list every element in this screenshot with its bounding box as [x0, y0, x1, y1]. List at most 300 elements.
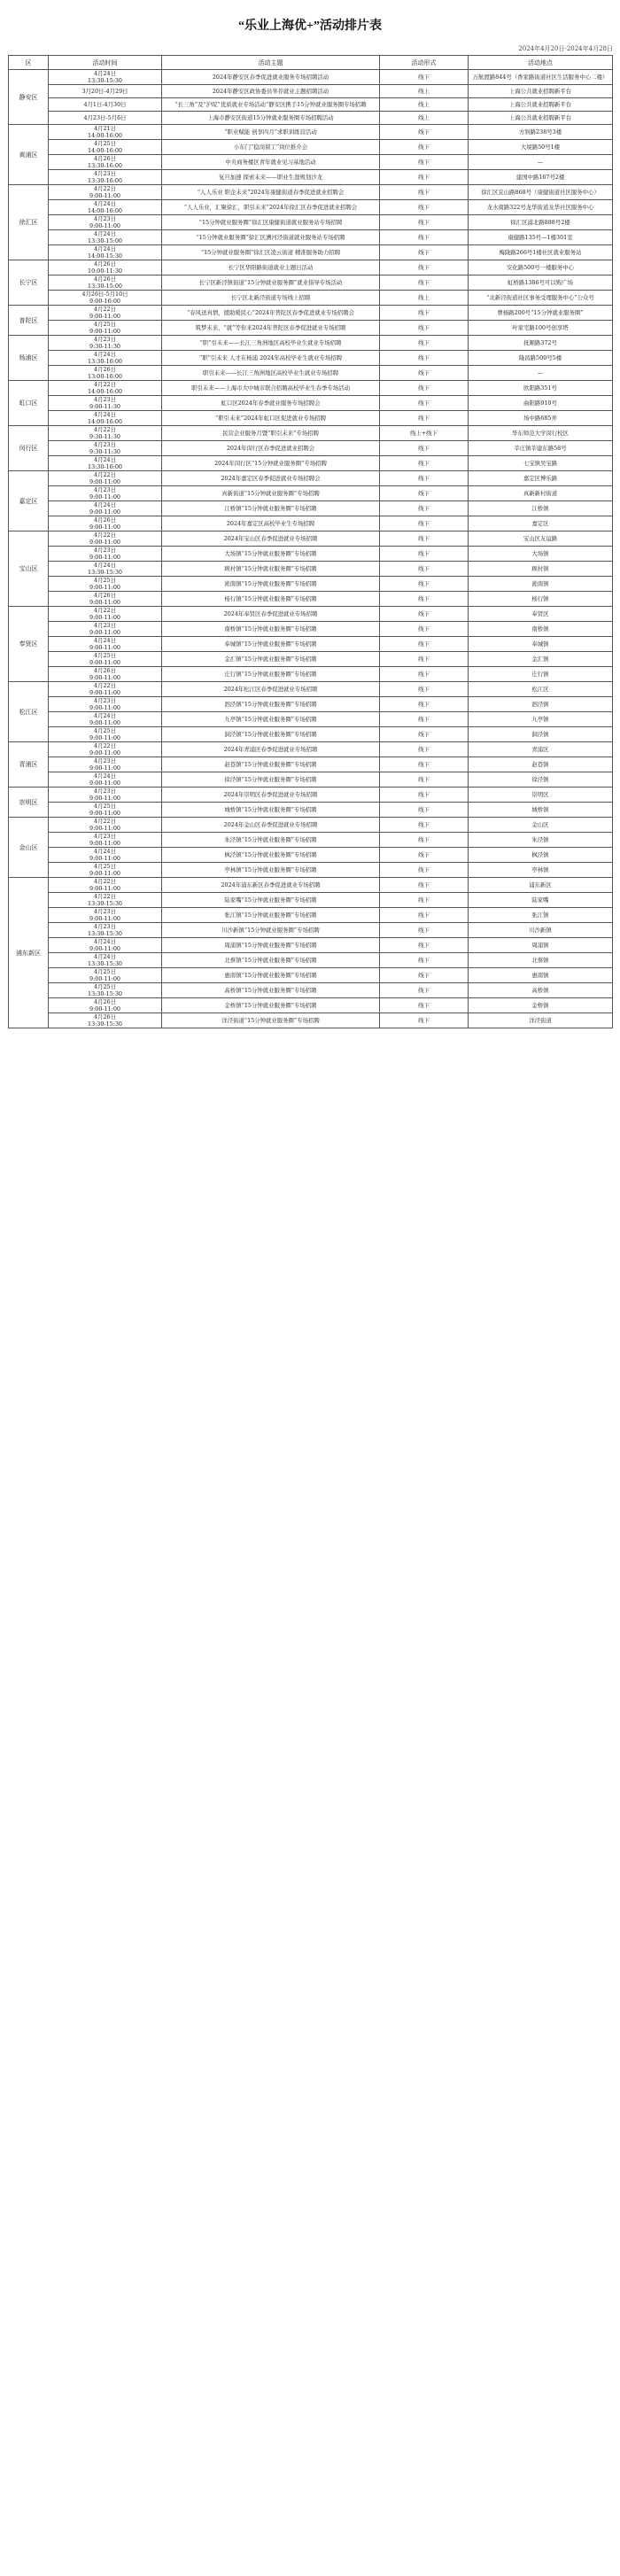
format-cell: 线下	[380, 125, 469, 140]
location-cell: 川沙新镇	[469, 923, 613, 938]
time-cell: 4月26日 13:30-15:30	[49, 1013, 162, 1028]
table-row	[9, 321, 613, 336]
district-cell: 金山区	[9, 818, 49, 878]
format-cell: 线下	[380, 652, 469, 667]
location-cell: 松江区	[469, 682, 613, 697]
table-row	[9, 155, 613, 170]
time-cell: 4月22日 9:00-11:00	[49, 531, 162, 547]
location-cell: 顾村镇	[469, 562, 613, 577]
table-row	[9, 757, 613, 772]
location-cell: 周浦镇	[469, 938, 613, 953]
format-cell: 线下	[380, 456, 469, 471]
format-cell: 线下	[380, 803, 469, 818]
table-row	[9, 863, 613, 878]
format-cell: 线上	[380, 291, 469, 306]
format-cell: 线下	[380, 983, 469, 998]
theme-cell: 2024年闵行区“15分钟就业服务圈”专场招聘	[162, 456, 380, 471]
location-cell: 洋泾街道	[469, 1013, 613, 1028]
location-cell: 场中路685弄	[469, 411, 613, 426]
table-row	[9, 697, 613, 712]
theme-cell: 泗泾镇“15分钟就业服务圈”专场招聘	[162, 697, 380, 712]
district-cell: 虹口区	[9, 381, 49, 426]
format-cell: 线下	[380, 682, 469, 697]
theme-cell: 复旦加速 探索未来——职业生涯规划沙龙	[162, 170, 380, 185]
table-row	[9, 85, 613, 98]
format-cell: 线下	[380, 486, 469, 501]
format-cell: 线下	[380, 396, 469, 411]
format-cell: 线下	[380, 411, 469, 426]
time-cell: 4月24日 13:30-15:30	[49, 953, 162, 968]
table-row	[9, 667, 613, 682]
format-cell: 线下	[380, 260, 469, 275]
theme-cell: 2024年松江区春季促进就业专场招聘	[162, 682, 380, 697]
location-cell: 泗泾镇	[469, 697, 613, 712]
format-cell: 线下	[380, 185, 469, 200]
table-row	[9, 953, 613, 968]
location-cell: 奉贤区	[469, 607, 613, 622]
time-cell: 4月25日 14:00-16:00	[49, 140, 162, 155]
table-row	[9, 125, 613, 140]
table-row	[9, 727, 613, 742]
theme-cell: 赵巷镇“15分钟就业服务圈”专场招聘	[162, 757, 380, 772]
district-cell: 普陀区	[9, 306, 49, 336]
time-cell: 4月22日 9:30-11:30	[49, 426, 162, 441]
format-cell: 线下	[380, 230, 469, 245]
time-cell: 4月23日 9:00-11:00	[49, 215, 162, 230]
table-row	[9, 170, 613, 185]
theme-cell: “职业赋能 创享四月”求职训练营活动	[162, 125, 380, 140]
format-cell: 线上+线下	[380, 426, 469, 441]
table-row	[9, 848, 613, 863]
column-header: 活动时间	[49, 56, 162, 70]
time-cell: 4月22日 14:00-16:00	[49, 381, 162, 396]
table-row	[9, 112, 613, 125]
table-row	[9, 140, 613, 155]
time-cell: 4月24日 9:00-11:00	[49, 637, 162, 652]
table-row	[9, 351, 613, 366]
column-header: 活动主题	[162, 56, 380, 70]
time-cell: 4月26日 13:30-15:00	[49, 275, 162, 291]
district-cell: 奉贤区	[9, 607, 49, 682]
format-cell: 线下	[380, 215, 469, 230]
time-cell: 4月22日 9:00-11:00	[49, 185, 162, 200]
time-cell: 4月25日 9:00-11:00	[49, 652, 162, 667]
page-title: “乐业上海优+”活动排片表	[238, 19, 382, 33]
time-cell: 4月25日 13:30-15:30	[49, 983, 162, 998]
theme-cell: 长宁区华阳路街道就业主题日活动	[162, 260, 380, 275]
table-row	[9, 441, 613, 456]
format-cell: 线下	[380, 697, 469, 712]
location-cell: 大境路50号1楼	[469, 140, 613, 155]
theme-cell: 惠南镇“15分钟就业服务圈”专场招聘	[162, 968, 380, 983]
table-row	[9, 968, 613, 983]
format-cell: 线下	[380, 275, 469, 291]
table-row	[9, 245, 613, 260]
district-cell: 闵行区	[9, 426, 49, 471]
format-cell: 线下	[380, 968, 469, 983]
format-cell: 线下	[380, 953, 469, 968]
district-cell: 静安区	[9, 70, 49, 125]
location-cell: —	[469, 366, 613, 381]
location-cell: 方斜路238号3楼	[469, 125, 613, 140]
table-row	[9, 260, 613, 275]
location-cell: 金汇镇	[469, 652, 613, 667]
district-cell: 长宁区	[9, 260, 49, 306]
format-cell: 线下	[380, 863, 469, 878]
time-cell: 4月26日 13:00-16:00	[49, 366, 162, 381]
location-cell: 嘉定区	[469, 516, 613, 531]
table-row	[9, 908, 613, 923]
district-cell: 浦东新区	[9, 878, 49, 1028]
theme-cell: 2024年宝山区春季促进就业专场招聘	[162, 531, 380, 547]
format-cell: 线下	[380, 848, 469, 863]
format-cell: 线下	[380, 321, 469, 336]
time-cell: 4月24日 13:30-15:30	[49, 70, 162, 85]
location-cell: 华东师范大学闵行校区	[469, 426, 613, 441]
time-cell: 4月25日 9:00-11:00	[49, 803, 162, 818]
table-row	[9, 275, 613, 291]
location-cell: 宝山区友谊路	[469, 531, 613, 547]
theme-cell: 亭林镇“15分钟就业服务圈”专场招聘	[162, 863, 380, 878]
theme-cell: 南桥镇“15分钟就业服务圈”专场招聘	[162, 622, 380, 637]
time-cell: 4月22日 9:00-11:00	[49, 818, 162, 833]
format-cell: 线下	[380, 336, 469, 351]
format-cell: 线下	[380, 833, 469, 848]
table-row	[9, 501, 613, 516]
theme-cell: 奉城镇“15分钟就业服务圈”专场招聘	[162, 637, 380, 652]
location-cell: 惠南镇	[469, 968, 613, 983]
format-cell: 线下	[380, 1013, 469, 1028]
table-row	[9, 983, 613, 998]
time-cell: 4月23日 9:30-11:30	[49, 336, 162, 351]
table-row	[9, 592, 613, 607]
location-cell: 金桥镇	[469, 998, 613, 1013]
time-cell: 4月22日 9:00-11:00	[49, 306, 162, 321]
location-cell: 抚顺路372号	[469, 336, 613, 351]
time-cell: 4月24日 13:30-15:30	[49, 562, 162, 577]
theme-cell: 职引未来——上海市大中城市联合招聘高校毕业生春季专场活动	[162, 381, 380, 396]
format-cell: 线下	[380, 908, 469, 923]
time-cell: 4月26日 13:30-16:00	[49, 155, 162, 170]
table-row	[9, 185, 613, 200]
format-cell: 线下	[380, 592, 469, 607]
location-cell: 徐汇区宜山路868号（康健街道社区服务中心）	[469, 185, 613, 200]
format-cell: 线上	[380, 85, 469, 98]
time-cell: 4月25日 9:00-11:00	[49, 727, 162, 742]
time-cell: 4月22日 9:00-11:00	[49, 471, 162, 486]
theme-cell: 金桥镇“15分钟就业服务圈”专场招聘	[162, 998, 380, 1013]
theme-cell: 2024年金山区春季促进就业专场招聘	[162, 818, 380, 833]
format-cell: 线下	[380, 140, 469, 155]
time-cell: 4月25日 9:00-11:00	[49, 321, 162, 336]
district-cell: 黄浦区	[9, 125, 49, 185]
time-cell: 4月22日 9:00-11:00	[49, 878, 162, 893]
table-body	[9, 70, 613, 1028]
time-cell: 4月23日 9:00-11:00	[49, 622, 162, 637]
location-cell: 陆家嘴	[469, 893, 613, 908]
theme-cell: 筑梦未来，“就”等你来2024年普陀区春季促进就业专场招聘	[162, 321, 380, 336]
time-cell: 4月21日 14:00-16:00	[49, 125, 162, 140]
location-cell: 真新新村街道	[469, 486, 613, 501]
district-cell: 宝山区	[9, 531, 49, 607]
schedule-table	[8, 55, 613, 1028]
location-cell: 杨行镇	[469, 592, 613, 607]
table-row	[9, 803, 613, 818]
theme-cell: 淞南镇“15分钟就业服务圈”专场招聘	[162, 577, 380, 592]
theme-cell: 虹口区2024年春季就业服务专场招聘会	[162, 396, 380, 411]
location-cell: 梅陇路266号1楼社区就业服务站	[469, 245, 613, 260]
format-cell: 线下	[380, 607, 469, 622]
date-range: 2024年4月20日-2024年4月28日	[518, 45, 613, 52]
table-row	[9, 652, 613, 667]
format-cell: 线下	[380, 667, 469, 682]
format-cell: 线下	[380, 712, 469, 727]
theme-cell: 高桥镇“15分钟就业服务圈”专场招聘	[162, 983, 380, 998]
time-cell: 4月23日 9:00-11:00	[49, 547, 162, 562]
time-cell: 4月25日 9:00-11:00	[49, 577, 162, 592]
theme-cell: “15分钟就业服务圈”徐汇区康健街道就业服务站专场招聘	[162, 215, 380, 230]
format-cell: 线下	[380, 471, 469, 486]
time-cell: 4月23日 9:00-11:00	[49, 697, 162, 712]
theme-cell: 2024年青浦区春季促进就业专场招聘	[162, 742, 380, 757]
time-cell: 4月23日 9:00-11:00	[49, 486, 162, 501]
time-cell: 4月23日 9:00-11:00	[49, 833, 162, 848]
format-cell: 线下	[380, 637, 469, 652]
theme-cell: 长宁区新泾镇街道“15分钟就业服务圈”就业指导专场活动	[162, 275, 380, 291]
location-cell: 南桥镇	[469, 622, 613, 637]
format-cell: 线下	[380, 788, 469, 803]
table-row	[9, 531, 613, 547]
table-row	[9, 486, 613, 501]
format-cell: 线下	[380, 155, 469, 170]
location-cell: 崇明区	[469, 788, 613, 803]
district-cell: 青浦区	[9, 742, 49, 788]
format-cell: 线下	[380, 547, 469, 562]
theme-cell: “15分钟就业服务圈”徐汇区凌云街道 精准服务助力招聘	[162, 245, 380, 260]
time-cell: 4月23日 9:00-11:00	[49, 757, 162, 772]
location-cell: 建国中路167号2楼	[469, 170, 613, 185]
theme-cell: “春风送真情，援助暖民心”2024年普陀区春季促进就业专场招聘会	[162, 306, 380, 321]
location-cell: 张江镇	[469, 908, 613, 923]
time-cell: 4月24日 14:00-16:00	[49, 200, 162, 215]
time-cell: 4月24日 9:00-11:00	[49, 848, 162, 863]
table-row	[9, 607, 613, 622]
table-row	[9, 923, 613, 938]
theme-cell: “长三角”及“沪皖”优质就业专场活动“静安区携手15分钟就业服务圈专场招聘	[162, 98, 380, 112]
time-cell: 4月25日 9:00-11:00	[49, 968, 162, 983]
format-cell: 线下	[380, 170, 469, 185]
location-cell: 徐泾镇	[469, 772, 613, 788]
time-cell: 4月23日-5月6日	[49, 112, 162, 125]
time-cell: 4月24日 9:00-11:00	[49, 712, 162, 727]
location-cell: 城桥镇	[469, 803, 613, 818]
table-row	[9, 336, 613, 351]
theme-cell: 真新街道“15分钟就业服务圈”专场招聘	[162, 486, 380, 501]
table-row	[9, 98, 613, 112]
location-cell: 庄行镇	[469, 667, 613, 682]
time-cell: 4月26日 9:00-11:00	[49, 516, 162, 531]
theme-cell: 2024年浦东新区春季促进就业专场招聘	[162, 878, 380, 893]
theme-cell: “职”引未来 人才在杨浦 2024年高校毕业生就业专场招聘	[162, 351, 380, 366]
format-cell: 线下	[380, 923, 469, 938]
format-cell: 线下	[380, 772, 469, 788]
time-cell: 4月26日 9:00-11:00	[49, 998, 162, 1013]
location-cell: 七宝镇吴宝路	[469, 456, 613, 471]
theme-cell: 九亭镇“15分钟就业服务圈”专场招聘	[162, 712, 380, 727]
table-row	[9, 381, 613, 396]
table-row	[9, 577, 613, 592]
theme-cell: “职引未来”2024年虹口区促进就业专场招聘	[162, 411, 380, 426]
theme-cell: 2024年嘉定区高校毕业生专场招聘	[162, 516, 380, 531]
time-cell: 4月24日 9:00-11:00	[49, 938, 162, 953]
location-cell: —	[469, 155, 613, 170]
district-cell: 杨浦区	[9, 336, 49, 381]
format-cell: 线下	[380, 562, 469, 577]
table-row	[9, 411, 613, 426]
table-row	[9, 833, 613, 848]
table-row	[9, 471, 613, 486]
theme-cell: 大场镇“15分钟就业服务圈”专场招聘	[162, 547, 380, 562]
time-cell: 4月26日 9:00-11:00	[49, 592, 162, 607]
time-cell: 4月25日 9:00-11:00	[49, 863, 162, 878]
table-row	[9, 547, 613, 562]
location-cell: 亭林镇	[469, 863, 613, 878]
theme-cell: 川沙新镇“15分钟就业服务圈”专场招聘	[162, 923, 380, 938]
district-cell: 徐汇区	[9, 185, 49, 260]
format-cell: 线下	[380, 893, 469, 908]
theme-cell: 金汇镇“15分钟就业服务圈”专场招聘	[162, 652, 380, 667]
location-cell: 高桥镇	[469, 983, 613, 998]
location-cell: 叶家宅路100号创享塔	[469, 321, 613, 336]
location-cell: 安化路500号一楼服务中心	[469, 260, 613, 275]
time-cell: 4月24日 13:30-15:00	[49, 230, 162, 245]
theme-cell: 朱泾镇“15分钟就业服务圈”专场招聘	[162, 833, 380, 848]
time-cell: 4月22日 9:00-11:00	[49, 607, 162, 622]
time-cell: 4月24日 14:00-16:00	[49, 411, 162, 426]
time-cell: 4月24日 13:30-16:00	[49, 351, 162, 366]
theme-cell: 小东门“稳岗留工”岗位推介会	[162, 140, 380, 155]
theme-cell: 职引未来——长江三角洲地区高校毕业生就业专场招聘	[162, 366, 380, 381]
time-cell: 4月26日 9:00-11:00	[49, 667, 162, 682]
format-cell: 线下	[380, 938, 469, 953]
table-row	[9, 562, 613, 577]
format-cell: 线下	[380, 727, 469, 742]
format-cell: 线下	[380, 441, 469, 456]
table-row	[9, 998, 613, 1013]
theme-cell: 2024年闵行区春季促进就业招聘会	[162, 441, 380, 456]
location-cell: 大场镇	[469, 547, 613, 562]
column-header: 区	[9, 56, 49, 70]
table-row	[9, 772, 613, 788]
theme-cell: 顾村镇“15分钟就业服务圈”专场招聘	[162, 562, 380, 577]
location-cell: 嘉定区博乐路	[469, 471, 613, 486]
format-cell: 线下	[380, 200, 469, 215]
location-cell: 江桥镇	[469, 501, 613, 516]
table-row	[9, 396, 613, 411]
table-row	[9, 893, 613, 908]
format-cell: 线下	[380, 998, 469, 1013]
time-cell: 3月20日-4月29日	[49, 85, 162, 98]
theme-cell: 中央商务楼区青年就业见习基地活动	[162, 155, 380, 170]
time-cell: 4月24日 14:00-15:30	[49, 245, 162, 260]
table-row	[9, 818, 613, 833]
table-header-row	[9, 56, 613, 70]
theme-cell: 庄行镇“15分钟就业服务圈”专场招聘	[162, 667, 380, 682]
format-cell: 线下	[380, 531, 469, 547]
theme-cell: “职”引未来——长江三角洲地区高校毕业生就业专场招聘	[162, 336, 380, 351]
table-row	[9, 938, 613, 953]
theme-cell: 城桥镇“15分钟就业服务圈”专场招聘	[162, 803, 380, 818]
theme-cell: 杨行镇“15分钟就业服务圈”专场招聘	[162, 592, 380, 607]
location-cell: 虹桥路1386号可以购广场	[469, 275, 613, 291]
format-cell: 线下	[380, 245, 469, 260]
format-cell: 线下	[380, 70, 469, 85]
format-cell: 线下	[380, 878, 469, 893]
location-cell: 洞泾镇	[469, 727, 613, 742]
format-cell: 线下	[380, 818, 469, 833]
theme-cell: 上海市静安区街道15分钟就业服务圈专场招聘活动	[162, 112, 380, 125]
location-cell: 奉城镇	[469, 637, 613, 652]
table-row	[9, 366, 613, 381]
theme-cell: “15分钟就业服务圈”徐汇区漕河泾街道就业服务站专场招聘	[162, 230, 380, 245]
location-cell: 康健路135号—1楼301室	[469, 230, 613, 245]
theme-cell: 2024年奉贤区春季促进就业专场招聘	[162, 607, 380, 622]
time-cell: 4月23日 13:30-15:30	[49, 923, 162, 938]
format-cell: 线下	[380, 622, 469, 637]
district-cell: 嘉定区	[9, 471, 49, 531]
time-cell: 4月22日 9:00-11:00	[49, 742, 162, 757]
time-cell: 4月23日 9:00-11:00	[49, 788, 162, 803]
table-row	[9, 70, 613, 85]
location-cell: 龙水南路322号龙华街道龙华社区服务中心	[469, 200, 613, 215]
theme-cell: 长宁区北新泾街道专场线上招聘	[162, 291, 380, 306]
location-cell: 上海公共就业招聘新平台	[469, 85, 613, 98]
time-cell: 4月22日 9:00-11:00	[49, 682, 162, 697]
district-cell: 松江区	[9, 682, 49, 742]
location-cell: 浦东新区	[469, 878, 613, 893]
location-cell: 金山区	[469, 818, 613, 833]
location-cell: 北蔡镇	[469, 953, 613, 968]
column-header: 活动形式	[380, 56, 469, 70]
location-cell: 隆昌路500号5楼	[469, 351, 613, 366]
format-cell: 线上	[380, 112, 469, 125]
time-cell: 4月24日 13:30-16:00	[49, 456, 162, 471]
table-row	[9, 426, 613, 441]
theme-cell: 洞泾镇“15分钟就业服务圈”专场招聘	[162, 727, 380, 742]
column-header: 活动地点	[469, 56, 613, 70]
format-cell: 线下	[380, 577, 469, 592]
location-cell: 莘庄镇莘建东路58号	[469, 441, 613, 456]
table-row	[9, 682, 613, 697]
format-cell: 线下	[380, 516, 469, 531]
theme-cell: 张江镇“15分钟就业服务圈”专场招聘	[162, 908, 380, 923]
time-cell: 4月23日 13:30-16:00	[49, 170, 162, 185]
time-cell: 4月24日 9:00-11:00	[49, 501, 162, 516]
district-cell: 崇明区	[9, 788, 49, 818]
table-row	[9, 742, 613, 757]
time-cell: 4月23日 9:00-11:30	[49, 396, 162, 411]
theme-cell: 北蔡镇“15分钟就业服务圈”专场招聘	[162, 953, 380, 968]
format-cell: 线下	[380, 351, 469, 366]
format-cell: 线下	[380, 757, 469, 772]
location-cell: 淞南镇	[469, 577, 613, 592]
theme-cell: 2024年静安区政协委员举荐就业主题招聘活动	[162, 85, 380, 98]
table-row	[9, 1013, 613, 1028]
location-cell: 赵巷镇	[469, 757, 613, 772]
location-cell: “北新泾街道社区事务受理服务中心”公众号	[469, 291, 613, 306]
time-cell: 4月23日 9:00-11:00	[49, 908, 162, 923]
theme-cell: 2024年静安区春季促进就业服务专场招聘活动	[162, 70, 380, 85]
